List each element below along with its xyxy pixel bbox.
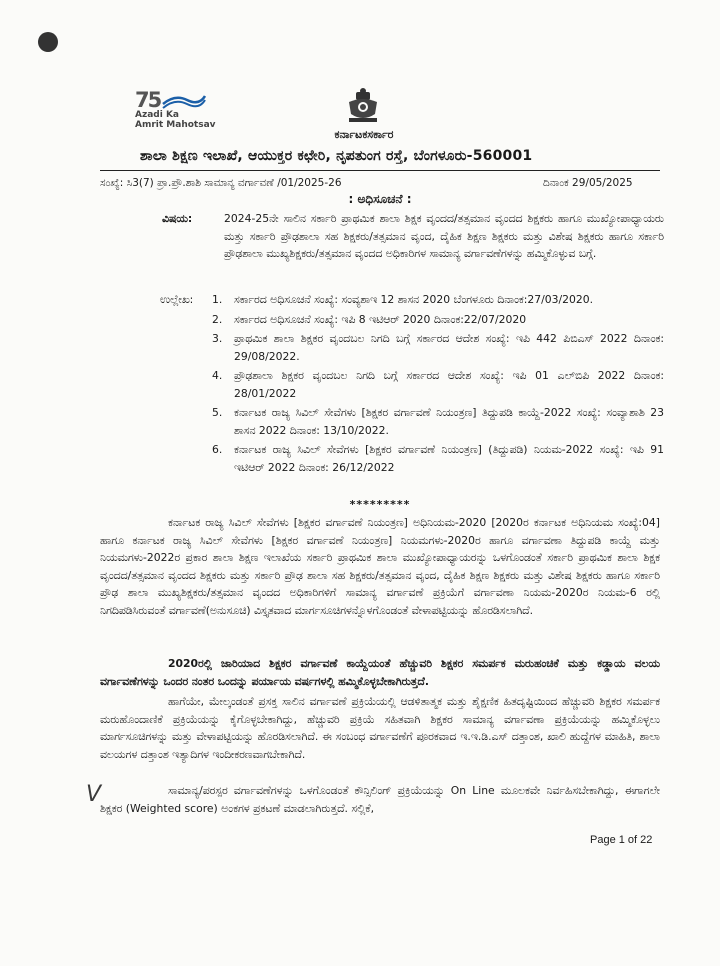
- reference-item: 3. ಪ್ರಾಥಮಿಕ ಶಾಲಾ ಶಿಕ್ಷಕರ ವೃಂದಬಲ ನಿಗದಿ ಬಗ್ಗೆ ಸರ್ಕಾರದ ಆದೇಶ ಸಂಖ್ಯೆ: ಇಪಿ 442 ಪಿಬಿಎಸ್ 2022 ದಿನಾಂಕ: 29/08/2022.: [212, 332, 664, 363]
- subject-label: ವಿಷಯ:: [162, 212, 193, 225]
- reference-item: 4. ಪ್ರೌಢಶಾಲಾ ಶಿಕ್ಷಕರ ವೃಂದಬಲ ನಿಗದಿ ಬಗ್ಗೆ ಸರ್ಕಾರದ ಆದೇಶ ಸಂಖ್ಯೆ: ಇಪಿ 01 ಎಲ್‌ಬಿಪಿ 2022 ದಿನಾಂಕ: 28/01/2022: [212, 369, 664, 400]
- body-paragraph: ಕರ್ನಾಟಕ ರಾಜ್ಯ ಸಿವಿಲ್ ಸೇವೆಗಳು [ಶಿಕ್ಷಕರ ವರ್ಗಾವಣೆ ನಿಯಂತ್ರಣ] ಅಧಿನಿಯಮ-2020 [2020ರ ಕರ್ನಾಟಕ ಅಧಿನಿಯಮ ಸಂಖ್ಯೆ:04] ಹಾಗೂ ಕರ್ನಾಟಕ ರಾಜ್ಯ ಸಿವಿಲ್ ಸೇವೆಗಳು [ಶಿಕ್ಷಕರ ವರ್ಗಾವಣೆ ನಿಯಂತ್ರಣ] ನಿಯಮಗಳು-2020ರ ಹಾಗೂ ವರ್ಗಾವಣಾ ತಿದ್ದುಪಡಿ ಕಾಯ್ದೆ ಮತ್ತು ನಿಯಮಗಳು-2022ರ ಪ್ರಕಾರ ಶಾಲಾ ಶಿಕ್ಷಣ ಇಲಾಖೆಯ ಸರ್ಕಾರಿ ಪ್ರಾಥಮಿಕ ಶಾಲಾ ಮುಖ್ಯೋಪಾಧ್ಯಾಯರನ್ನು ಒಳಗೊಂಡಂತೆ ಸರ್ಕಾರಿ ಪ್ರಾಥಮಿಕ ಶಾಲಾ ಶಿಕ್ಷಕ ವೃಂದದ/ತತ್ಸಮಾನ ವೃಂದದ ಶಿಕ್ಷಕರು ಮತ್ತು ಸರ್ಕಾರಿ ಪ್ರೌಢ ಶಾಲಾ ಸಹ ಶಿಕ್ಷಕರು/ತತ್ಸಮಾನ ವೃಂದ, ದೈಹಿಕ ಶಿಕ್ಷಣ ಶಿಕ್ಷಕರು ಮತ್ತು ವಿಶೇಷ ಶಿಕ್ಷಕರು ಹಾಗೂ ಸರ್ಕಾರಿ ಪ್ರೌಢ ಶಾಲಾ ಮುಖ್ಯಶಿಕ್ಷಕರು/ತತ್ಸಮಾನ ವೃಂದದ ಅಧಿಕಾರಿಗಳಿಗೆ ಸಾಮಾನ್ಯ ವರ್ಗಾವಣೆ ಪ್ರಕ್ರಿಯೆಗೆ ವರ್ಗಾವಣಾ ನಿಯಮ-2020ರ ನಿಯಮ-6 ರಲ್ಲಿ ನಿಗದಿಪಡಿಸಿರುವಂತೆ ವರ್ಗಾವಣೆ(ಅನುಸೂಚಿ) ವಿಸ್ತೃತವಾದ ಮಾರ್ಗಸೂಚಿಗಳನ್ನೊಳಗೊಂಡಂತೆ ವೇಳಾಪಟ್ಟಿಯನ್ನು ಹೊರಡಿಸಲಾಗಿದೆ.: [100, 516, 660, 617]
- references-label: ಉಲ್ಲೇಖ:: [160, 293, 194, 306]
- punch-hole-dot: [38, 32, 58, 52]
- department-address: ಶಾಲಾ ಶಿಕ್ಷಣ ಇಲಾಖೆ, ಆಯುಕ್ತರ ಕಛೇರಿ, ನೃಪತುಂಗ ರಸ್ತೆ, ಬೆಂಗಳೂರು-560001: [140, 148, 533, 164]
- section-separator: *********: [349, 498, 411, 511]
- body-paragraph: ಸಾಮಾನ್ಯ/ಪರಸ್ಪರ ವರ್ಗಾವಣೆಗಳನ್ನು ಒಳಗೊಂಡಂತೆ ಕೌನ್ಸಿಲಿಂಗ್ ಪ್ರಕ್ರಿಯೆಯನ್ನು On Line ಮೂಲಕವೇ ನಿರ್ವಹಿಸಬೇಕಾಗಿದ್ದು, ಈಗಾಗಲೇ ಶಿಕ್ಷಕರ (Weighted score) ಅಂಕಗಳ ಪ್ರಕಟಣೆ ಮಾಡಲಾಗಿರುತ್ತದೆ. ಸಲ್ಲಿಕೆ,: [100, 784, 660, 815]
- flag-wave-icon: [161, 92, 207, 110]
- reference-item: 1. ಸರ್ಕಾರದ ಅಧಿಸೂಚನೆ ಸಂಖ್ಯೆ: ಸಂವ್ಯಶಾಇ 12 ಶಾಸನ 2020 ಬೆಂಗಳೂರು ದಿನಾಂಕ:27/03/2020.: [212, 293, 594, 306]
- body-paragraph: ಹಾಗೆಯೇ, ಮೇಲ್ಕಂಡಂತೆ ಪ್ರಸಕ್ತ ಸಾಲಿನ ವರ್ಗಾವಣೆ ಪ್ರಕ್ರಿಯೆಯಲ್ಲಿ ಆಡಳಿತಾತ್ಮಕ ಮತ್ತು ಶೈಕ್ಷಣಿಕ ಹಿತದೃಷ್ಟಿಯಿಂದ ಹೆಚ್ಚುವರಿ ಶಿಕ್ಷಕರ ಸಮರ್ಪಕ ಮರುಹೊಂದಾಣಿಕೆ ಪ್ರಕ್ರಿಯೆಯನ್ನು ಕೈಗೊಳ್ಳಬೇಕಾಗಿದ್ದು, ಹೆಚ್ಚುವರಿ ಪ್ರಕ್ರಿಯೆ ಸಹಿತವಾಗಿ ಶಿಕ್ಷಕರ ಸಾಮಾನ್ಯ ವರ್ಗಾವಣಾ ಪ್ರಕ್ರಿಯೆಯನ್ನು ಹಮ್ಮಿಕೊಳ್ಳಲು ಮಾರ್ಗಸೂಚಿಗಳನ್ನು ಮತ್ತು ವೇಳಾಪಟ್ಟಿಯನ್ನು ಹೊರಡಿಸಲಾಗಿದೆ. ಈ ಸಂಬಂಧ ವರ್ಗಾವಣೆಗೆ ಪೂರಕವಾದ ಇ.ಇ.ಡಿ.ಎಸ್ ದತ್ತಾಂಶ, ಖಾಲಿ ಹುದ್ದೆಗಳ ಮಾಹಿತಿ, ಶಾಲಾ ವಲಯಗಳ ದತ್ತಾಂಶ ಇತ್ಯಾದಿಗಳ ಇಂದೀಕರಣವಾಗಬೇಕಾಗಿದೆ.: [100, 695, 660, 761]
- body-paragraph: 2020ರಲ್ಲಿ ಜಾರಿಯಾದ ಶಿಕ್ಷಕರ ವರ್ಗಾವಣೆ ಕಾಯ್ದೆಯಂತೆ ಹೆಚ್ಚುವರಿ ಶಿಕ್ಷಕರ ಸಮರ್ಪಕ ಮರುಹಂಚಿಕೆ ಮತ್ತು ಕಡ್ಡಾಯ ವಲಯ ವರ್ಗಾವಣೆಗಳನ್ನು ಒಂದರ ನಂತರ ಒಂದನ್ನು ಪರ್ಯಾಯ ವರ್ಷಗಳಲ್ಲಿ ಹಮ್ಮಿಕೊಳ್ಳಬೇಕಾಗಿರುತ್ತದೆ.: [100, 657, 660, 688]
- logo-line2: Amrit Mahotsav: [135, 120, 216, 130]
- subject-text: 2024-25ನೇ ಸಾಲಿನ ಸರ್ಕಾರಿ ಪ್ರಾಥಮಿಕ ಶಾಲಾ ಶಿಕ್ಷಕ ವೃಂದದ/ತತ್ಸಮಾನ ವೃಂದದ ಶಿಕ್ಷಕರು ಹಾಗೂ ಮುಖ್ಯೋಪಾಧ್ಯಾಯರು ಮತ್ತು ಸರ್ಕಾರಿ ಪ್ರೌಢಶಾಲಾ ಸಹ ಶಿಕ್ಷಕರು/ತತ್ಸಮಾನ ವೃಂದ, ದೈಹಿಕ ಶಿಕ್ಷಣ ಶಿಕ್ಷಕರು ಮತ್ತು ವಿಶೇಷ ಶಿಕ್ಷಕರು ಹಾಗೂ ಸರ್ಕಾರಿ ಪ್ರೌಢಶಾಲಾ ಮುಖ್ಯಶಿಕ್ಷಕರು/ತತ್ಸಮಾನ ವೃಂದದ ಅಧಿಕಾರಿಗಳ ಸಾಮಾನ್ಯ ವರ್ಗಾವಣೆಗಳನ್ನು ಹಮ್ಮಿಕೊಳ್ಳುವ ಬಗ್ಗೆ.: [224, 212, 664, 260]
- notification-title: : ಅಧಿಸೂಚನೆ :: [348, 192, 412, 206]
- reference-item: 6. ಕರ್ನಾಟಕ ರಾಜ್ಯ ಸಿವಿಲ್ ಸೇವೆಗಳು [ಶಿಕ್ಷಕರ ವರ್ಗಾವಣೆ ನಿಯಂತ್ರಣ] (ತಿದ್ದುಪಡಿ) ನಿಯಮ-2022 ಸಂಖ್ಯೆ: ಇಪಿ 91 ಇಟಿಆರ್ 2022 ದಿನಾಂಕ: 26/12/2022: [212, 443, 664, 474]
- reference-item: 2. ಸರ್ಕಾರದ ಅಧಿಸೂಚನೆ ಸಂಖ್ಯೆ: ಇಪಿ 8 ಇಟಿಆರ್ 2020 ದಿನಾಂಕ:22/07/2020: [212, 312, 527, 326]
- header-divider: [100, 170, 660, 171]
- document-date: ದಿನಾಂಕ 29/05/2025: [543, 177, 633, 189]
- karnataka-emblem-icon: [343, 88, 383, 126]
- logo-line1: Azadi Ka: [135, 110, 179, 120]
- logo-number: 75: [135, 88, 161, 112]
- government-title: ಕರ್ನಾಟಕಸರ್ಕಾರ: [334, 128, 394, 141]
- references-list: [212, 291, 664, 478]
- margin-tick-mark: V: [86, 782, 102, 807]
- azadi-ka-amrit-mahotsav-logo: [135, 88, 225, 138]
- reference-number: ಸಂಖ್ಯೆ: ಸಿ3(7) ಪ್ರಾ.ಪ್ರೌ.ಶಾಶಿ ಸಾಮಾನ್ಯ ವರ್ಗಾವಣೆ /01/2025-26: [100, 177, 342, 189]
- page-number: Page 1 of 22: [590, 834, 653, 846]
- reference-item: 5. ಕರ್ನಾಟಕ ರಾಜ್ಯ ಸಿವಿಲ್ ಸೇವೆಗಳು [ಶಿಕ್ಷಕರ ವರ್ಗಾವಣೆ ನಿಯಂತ್ರಣ] ತಿದ್ದುಪಡಿ ಕಾಯ್ದೆ-2022 ಸಂಖ್ಯೆ: ಸಂವ್ಯಾಶಾಶಿ 23 ಶಾಸನ 2022 ದಿನಾಂಕ: 13/10/2022.: [212, 406, 664, 437]
